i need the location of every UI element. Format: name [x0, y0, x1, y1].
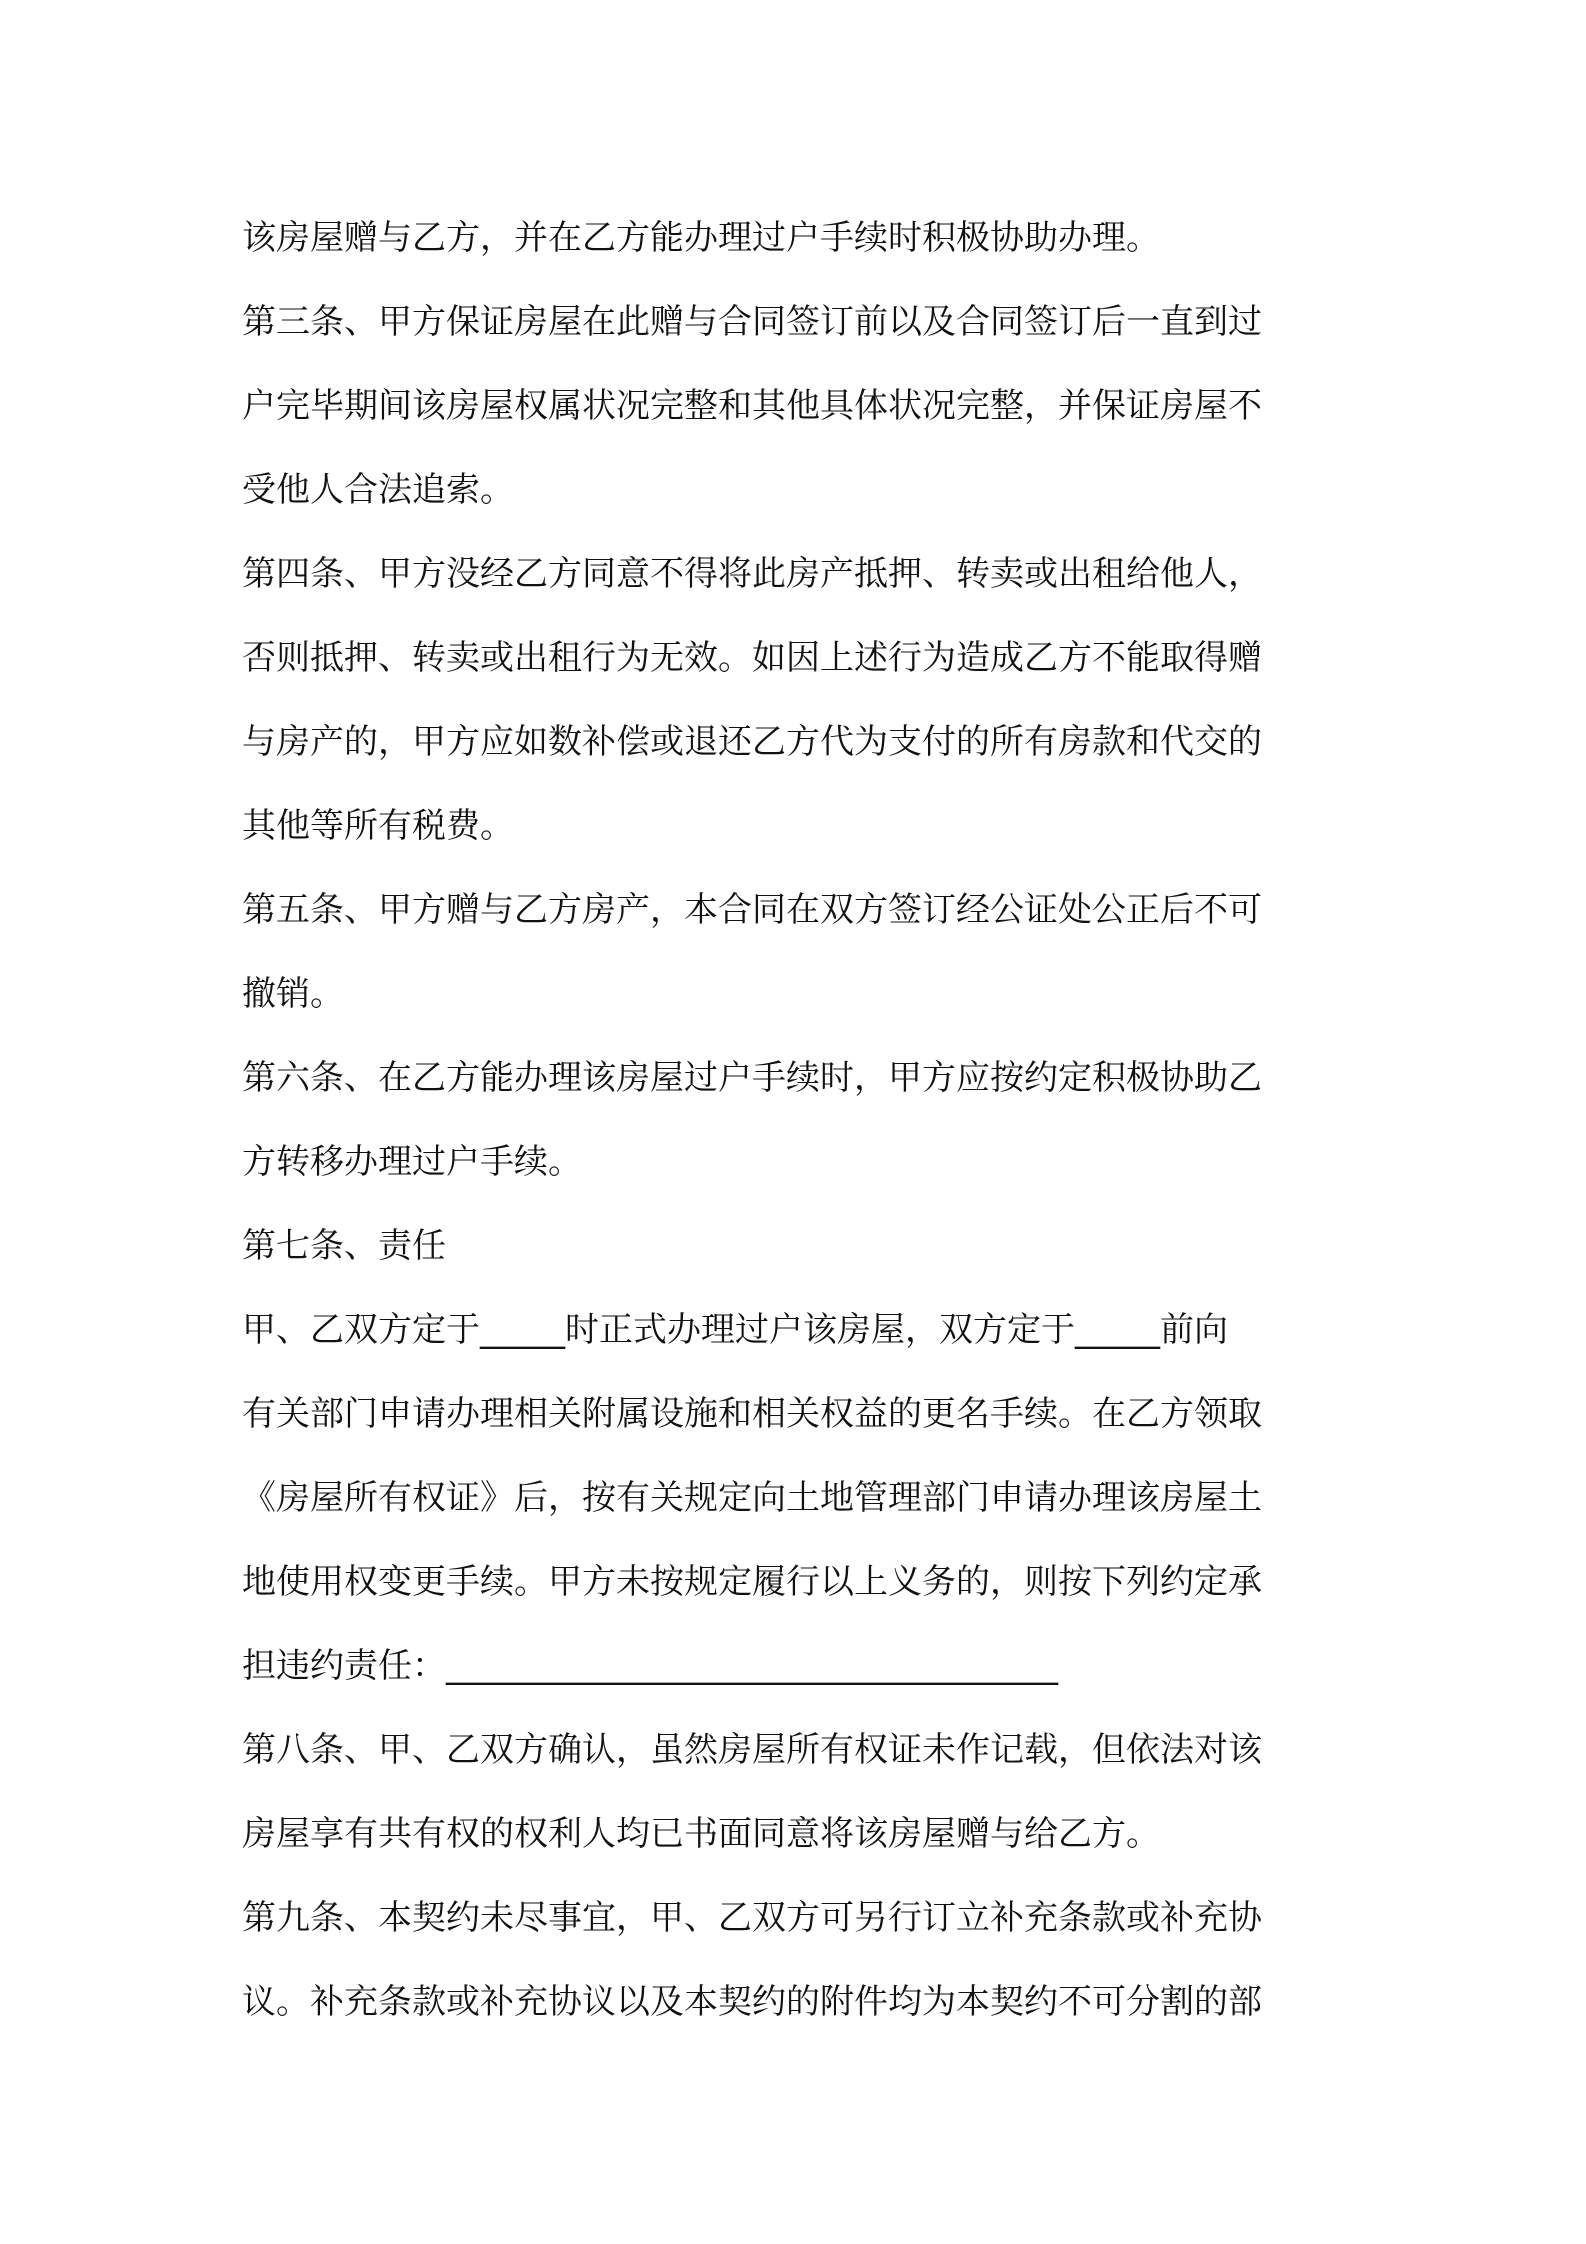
text-line: 第七条、责任	[242, 1226, 446, 1266]
contract-text	[242, 196, 1362, 2044]
text-line: 第九条、本契约未尽事宜，甲、乙双方可另行订立补充条款或补充协	[242, 1898, 1262, 1938]
text-line: 第八条、甲、乙双方确认，虽然房屋所有权证未作记载，但依法对该	[242, 1730, 1262, 1770]
text-line: 该房屋赠与乙方，并在乙方能办理过户手续时积极协助办理。	[242, 218, 1160, 258]
text-line: 否则抵押、转卖或出租行为无效。如因上述行为造成乙方不能取得赠	[242, 638, 1262, 678]
text-line: 甲、乙双方定于_____时正式办理过户该房屋，双方定于_____前向	[242, 1310, 1228, 1350]
text-line: 有关部门申请办理相关附属设施和相关权益的更名手续。在乙方领取	[242, 1394, 1262, 1434]
text-line: 第六条、在乙方能办理该房屋过户手续时，甲方应按约定积极协助乙	[242, 1058, 1262, 1098]
text-line: 第五条、甲方赠与乙方房产，本合同在双方签订经公证处公正后不可	[242, 890, 1262, 930]
text-line: 第三条、甲方保证房屋在此赠与合同签订前以及合同签订后一直到过	[242, 302, 1262, 342]
text-line: 受他人合法追索。	[242, 470, 514, 510]
text-line: 地使用权变更手续。甲方未按规定履行以上义务的，则按下列约定承	[242, 1562, 1262, 1602]
text-line: 与房产的，甲方应如数补偿或退还乙方代为支付的所有房款和代交的	[242, 722, 1262, 762]
text-line: 房屋享有共有权的权利人均已书面同意将该房屋赠与给乙方。	[242, 1814, 1160, 1854]
text-line: 担违约责任：____________________________________	[242, 1646, 1058, 1686]
text-line: 议。补充条款或补充协议以及本契约的附件均为本契约不可分割的部	[242, 1982, 1262, 2022]
text-line: 第四条、甲方没经乙方同意不得将此房产抵押、转卖或出租给他人，	[242, 554, 1262, 594]
text-line: 其他等所有税费。	[242, 806, 514, 846]
text-line: 户完毕期间该房屋权属状况完整和其他具体状况完整，并保证房屋不	[242, 386, 1262, 426]
text-line: 撤销。	[242, 974, 344, 1014]
text-line: 《房屋所有权证》后，按有关规定向土地管理部门申请办理该房屋土	[242, 1478, 1262, 1518]
text-line: 方转移办理过户手续。	[242, 1142, 582, 1182]
